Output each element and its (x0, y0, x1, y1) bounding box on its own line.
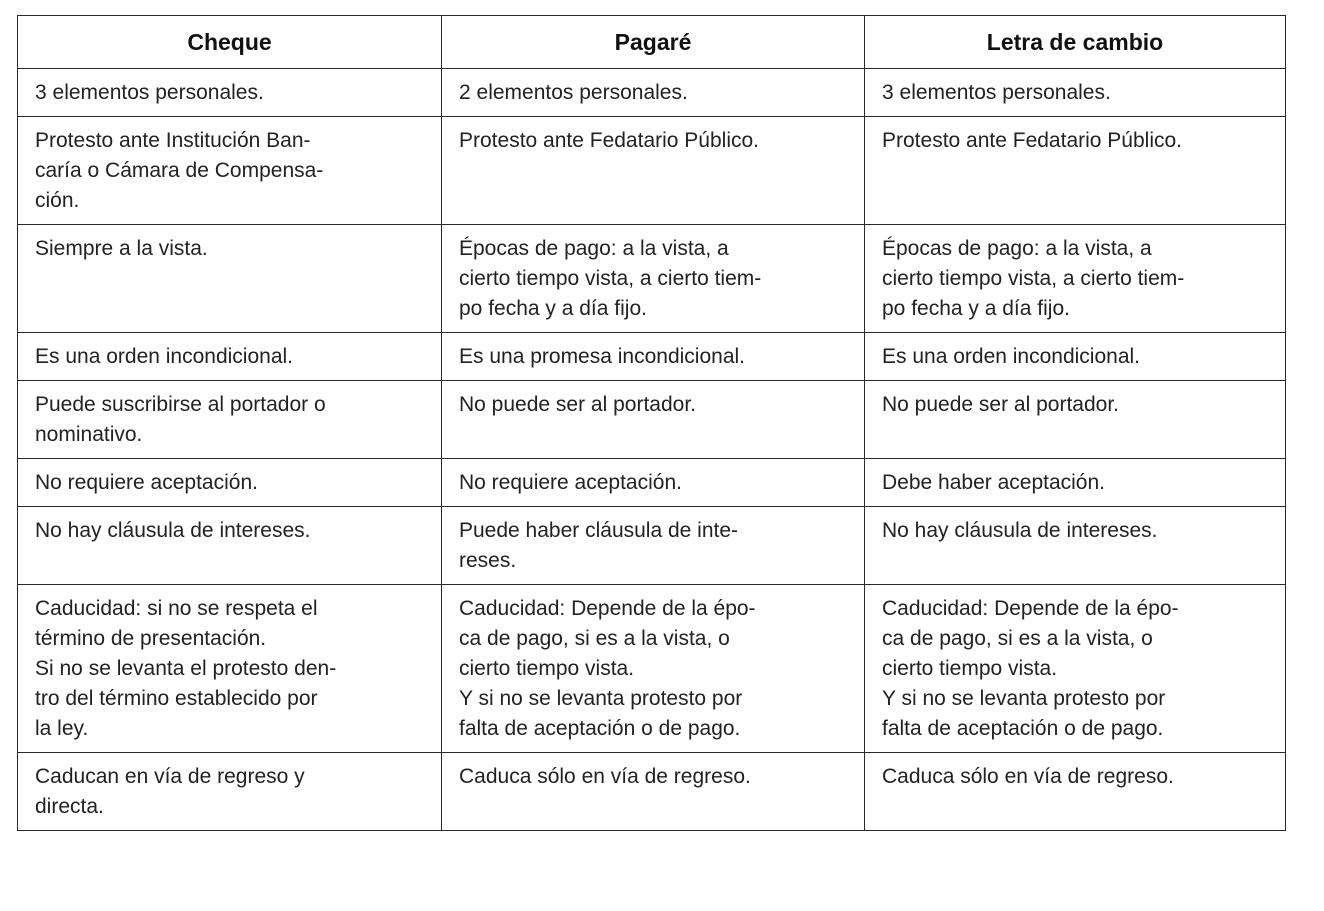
cell-pagare: 2 elementos personales. (442, 69, 865, 117)
header-letra-de-cambio: Letra de cambio (865, 16, 1286, 69)
cell-pagare: No requiere aceptación. (442, 459, 865, 507)
table-row (18, 507, 1286, 585)
cell-cheque: Caducan en vía de regreso y directa. (18, 753, 442, 831)
cell-pagare: Puede haber cláusula de inte- reses. (442, 507, 865, 585)
table-row (18, 459, 1286, 507)
table-row (18, 585, 1286, 753)
cell-cheque: Siempre a la vista. (18, 225, 442, 333)
header-pagare: Pagaré (442, 16, 865, 69)
table-row (18, 753, 1286, 831)
cell-pagare: Caduca sólo en vía de regreso. (442, 753, 865, 831)
table-row (18, 333, 1286, 381)
cell-letra: No hay cláusula de intereses. (865, 507, 1286, 585)
cell-cheque: Caducidad: si no se respeta el término de presentación. Si no se levanta el protesto den- tro del término establecido por la ley. (18, 585, 442, 753)
cell-letra: Caducidad: Depende de la épo- ca de pago, si es a la vista, o cierto tiempo vista. Y si no se levanta protesto por falta de aceptación o de pago. (865, 585, 1286, 753)
header-row (18, 16, 1286, 69)
table-row (18, 69, 1286, 117)
cell-pagare: No puede ser al portador. (442, 381, 865, 459)
header-cheque: Cheque (18, 16, 442, 69)
cell-cheque: Protesto ante Institución Ban- caría o Cámara de Compensa- ción. (18, 117, 442, 225)
cell-letra: Protesto ante Fedatario Público. (865, 117, 1286, 225)
comparison-table (17, 15, 1286, 831)
cell-letra: 3 elementos personales. (865, 69, 1286, 117)
cell-pagare: Épocas de pago: a la vista, a cierto tiempo vista, a cierto tiem- po fecha y a día fijo. (442, 225, 865, 333)
cell-letra: Es una orden incondicional. (865, 333, 1286, 381)
cell-letra: No puede ser al portador. (865, 381, 1286, 459)
table-row (18, 225, 1286, 333)
cell-letra: Debe haber aceptación. (865, 459, 1286, 507)
cell-cheque: 3 elementos personales. (18, 69, 442, 117)
cell-pagare: Caducidad: Depende de la épo- ca de pago, si es a la vista, o cierto tiempo vista. Y si no se levanta protesto por falta de aceptación o de pago. (442, 585, 865, 753)
cell-pagare: Es una promesa incondicional. (442, 333, 865, 381)
cell-letra: Épocas de pago: a la vista, a cierto tiempo vista, a cierto tiem- po fecha y a día fijo. (865, 225, 1286, 333)
cell-cheque: No hay cláusula de intereses. (18, 507, 442, 585)
cell-letra: Caduca sólo en vía de regreso. (865, 753, 1286, 831)
cell-pagare: Protesto ante Fedatario Público. (442, 117, 865, 225)
cell-cheque: No requiere aceptación. (18, 459, 442, 507)
table-row (18, 381, 1286, 459)
table-row (18, 117, 1286, 225)
cell-cheque: Puede suscribirse al portador o nominativo. (18, 381, 442, 459)
cell-cheque: Es una orden incondicional. (18, 333, 442, 381)
